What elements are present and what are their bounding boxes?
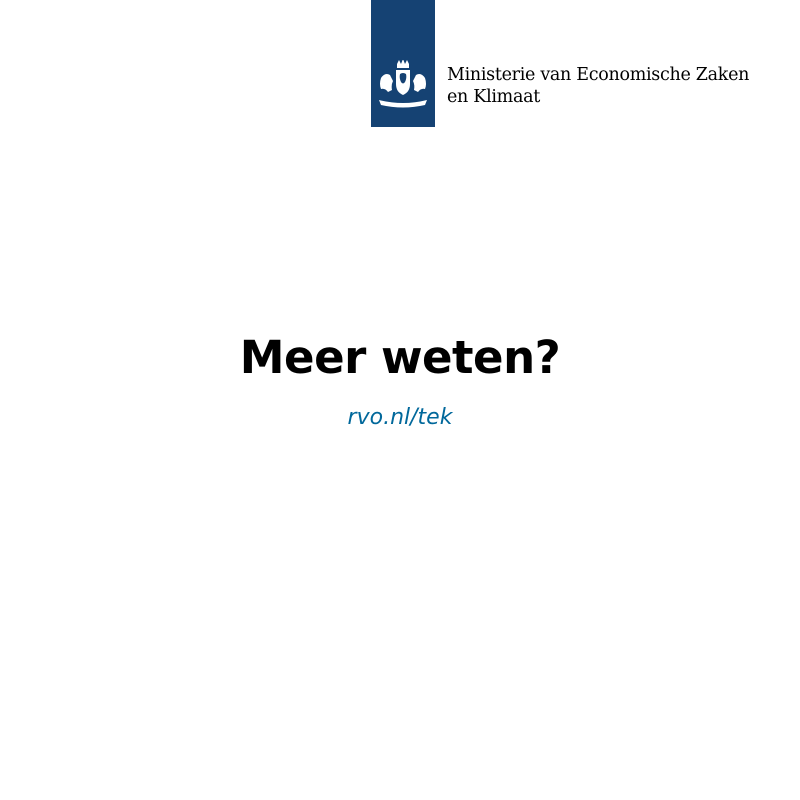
ministry-name-line-1: Ministerie van Economische Zaken <box>447 65 750 85</box>
government-logo-block <box>371 0 435 127</box>
coat-of-arms-icon <box>375 60 431 110</box>
ministry-name <box>447 64 787 108</box>
website-link[interactable]: rvo.nl/tek <box>347 405 453 430</box>
ministry-name-line-2: en Klimaat <box>447 87 540 107</box>
headline: Meer weten? <box>239 331 561 384</box>
